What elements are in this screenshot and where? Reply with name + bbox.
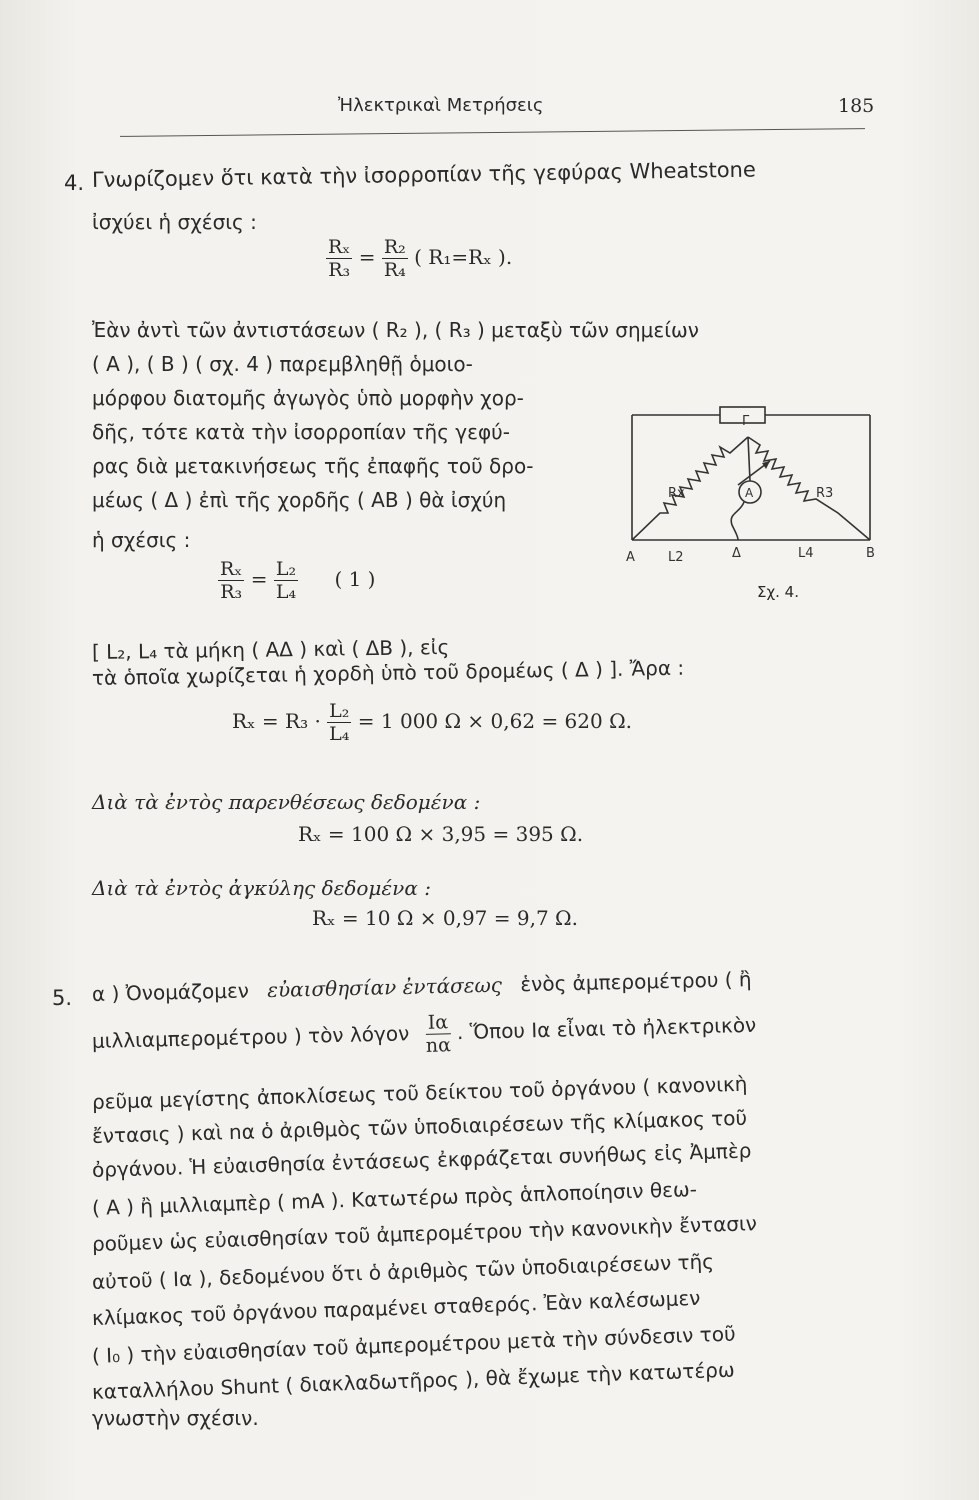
formula1-equals: =: [358, 245, 376, 269]
ratio-num: Iα: [425, 1011, 451, 1035]
formula2-num-left: Rₓ: [220, 558, 243, 580]
formula1-num-right: R₂: [383, 236, 406, 258]
item5-line2: [91, 1004, 756, 1065]
formula2-den-right: L₄: [275, 581, 297, 603]
item4-line1: Γνωρίζομεν ὅτι κατὰ τὴν ἰσορροπίαν τῆς γεφύρας Wheatstone: [91, 157, 756, 192]
item4-para-line-6: μέως ( Δ ) ἐπὶ τῆς χορδῆς ( AB ) θὰ ἰσχύη: [92, 488, 507, 512]
item5-line-3: ρεῦμα μεγίστης ἀποκλίσεως τοῦ δείκτου τοῦ ὀργάνου ( κανονικὴ: [91, 1071, 748, 1114]
formula3-rhs: = 1 000 Ω × 0,62 = 620 Ω.: [357, 709, 633, 733]
formula1-den-right: R₄: [383, 259, 406, 281]
bridge-diagram: [620, 395, 880, 575]
wheatstone-bridge-figure: [620, 395, 880, 579]
item4-para-line-1: Ἐὰν ἀντὶ τῶν ἀντιστάσεων ( R₂ ), ( R₃ ) μεταξὺ τῶν σημείων: [92, 318, 699, 342]
case2-label: Διὰ τὰ ἐντὸς ἀγκύλης δεδομένα :: [92, 876, 431, 900]
formula3-den: L₄: [329, 723, 350, 745]
item5-line-11: καταλλήλου Shunt ( διακλαδωτῆρος ), θὰ ἔχωμε τὴν κατωτέρω: [91, 1357, 735, 1404]
item4-bracket-line-1: [ L₂, L₄ τὰ μήκη ( AΔ ) καὶ ( ΔB ), εἰς: [91, 635, 450, 664]
item5-line1: [92, 967, 752, 1006]
item4-para-line-3: μόρφου διατομῆς ἀγωγὸς ὑπὸ μορφὴν χορ-: [92, 386, 524, 410]
formula3-lhs: Rₓ = R₃ ·: [232, 709, 321, 733]
item4-bracket-line-2: τὰ ὁποῖα χωρίζεται ἡ χορδὴ ὑπὸ τοῦ δρομέως ( Δ ) ]. Ἄρα :: [91, 655, 685, 690]
item5-line2-pre: μιλλιαμπερομέτρου ) τὸν λόγον: [91, 1021, 410, 1053]
formula2-right-fraction: [274, 558, 298, 603]
formula2-left-fraction: [218, 558, 244, 603]
formula-1: [326, 236, 512, 281]
formula2-num-right: L₂: [275, 558, 297, 580]
meter-lead-bottom: [731, 502, 744, 540]
label-delta: Δ: [732, 546, 741, 561]
item4-para-line-5: ρας διὰ μετακινήσεως τῆς ἐπαφῆς τοῦ δρο-: [92, 454, 534, 478]
item5-line-10: ( I₀ ) τὴν εὐαισθησίαν τοῦ ἀμπερομέτρου μετὰ τὴν σύνδεσιν τοῦ: [91, 1321, 736, 1368]
item5-line-4: ἔντασις ) καὶ nα ὁ ἀριθμὸς τῶν ὑποδιαιρέσεων τῆς κλίμακος τοῦ: [91, 1105, 748, 1148]
item4-para-line-2: ( A ), ( B ) ( σχ. 4 ) παρεμβληθῇ ὁμοιο-: [92, 352, 473, 376]
item5-line1-italic: εὐαισθησίαν ἐντάσεως: [266, 972, 503, 1003]
formula1-den-left: R₃: [328, 259, 351, 281]
label-a: A: [626, 550, 635, 565]
figure-caption: Σχ. 4.: [757, 583, 799, 601]
running-header: Ἠλεκτρικαὶ Μετρήσεις: [338, 95, 544, 116]
item-number-5: 5.: [52, 986, 73, 1010]
arrowhead-icon: [762, 461, 770, 469]
label-b: B: [866, 546, 875, 561]
item-number-4: 4.: [64, 171, 85, 195]
label-gamma: Γ: [742, 414, 750, 429]
case2-formula: Rₓ = 10 Ω × 0,97 = 9,7 Ω.: [312, 906, 578, 930]
item5-line-8: αὐτοῦ ( Iα ), δεδομένου ὅτι ὁ ἀριθμὸς τῶν ὑποδιαιρέσεων τῆς: [91, 1249, 715, 1294]
label-r3: R3: [816, 486, 834, 501]
rx-resistor: [632, 437, 748, 540]
item5-line-6: ( A ) ἢ μιλλιαμπὲρ ( mA ). Κατωτέρω πρὸς ἁπλοποίησιν θεω-: [91, 1176, 698, 1220]
ratio-fraction: [425, 1011, 451, 1057]
page-number: 185: [838, 95, 875, 117]
formula1-num-left: Rₓ: [328, 236, 351, 258]
header-rule: [120, 128, 865, 137]
formula1-right-fraction: [382, 236, 408, 281]
label-meter: A: [745, 486, 754, 500]
item4-line2: ἰσχύει ἡ σχέσις :: [92, 210, 257, 234]
formula3-num: L₂: [329, 700, 350, 722]
formula2-tag: ( 1 ): [334, 567, 376, 591]
item5-line1-post: ἑνὸς ἀμπερομέτρου ( ἢ: [520, 967, 752, 997]
item4-para-line-7: ἡ σχέσις :: [92, 528, 191, 552]
case1-formula: Rₓ = 100 Ω × 3,95 = 395 Ω.: [298, 822, 584, 846]
formula3-fraction: [327, 700, 351, 745]
label-l2: L2: [668, 550, 684, 565]
item5-line2-post: . Ὅπου Iα εἶναι τὸ ἠλεκτρικὸν: [456, 1012, 757, 1045]
formula1-tail: ( R₁=Rₓ ).: [414, 245, 513, 269]
r3-resistor: [748, 437, 870, 540]
formula2-den-left: R₃: [220, 581, 243, 603]
case1-label: Διὰ τὰ ἐντὸς παρενθέσεως δεδομένα :: [92, 790, 481, 814]
item5-line-9: κλίμακος τοῦ ὀργάνου παραμένει σταθερός. Ἐὰν καλέσωμεν: [91, 1285, 701, 1330]
ratio-den: nα: [425, 1034, 452, 1057]
label-rx: Rx: [668, 486, 685, 501]
item5-line-7: ροῦμεν ὡς εὐαισθησίαν τοῦ ἀμπερομέτρου τὴν κανονικὴν ἔντασιν: [91, 1211, 758, 1256]
label-l4: L4: [798, 546, 814, 561]
formula1-left-fraction: [326, 236, 352, 281]
formula2-equals: =: [250, 567, 268, 591]
item5-line-12: γνωστὴν σχέσιν.: [92, 1406, 259, 1430]
item5-line1-pre: α ) Ὀνομάζομεν: [91, 978, 250, 1006]
formula-3: [232, 700, 632, 745]
meter-lead-top: [748, 437, 750, 481]
item4-para-line-4: δῆς, τότε κατὰ τὴν ἰσορροπίαν τῆς γεφύ-: [92, 420, 510, 444]
item5-line-5: ὀργάνου. Ἡ εὐαισθησία ἐντάσεως ἐκφράζεται συνήθως εἰς Ἀμπὲρ: [91, 1138, 752, 1182]
formula-2: [218, 558, 375, 603]
